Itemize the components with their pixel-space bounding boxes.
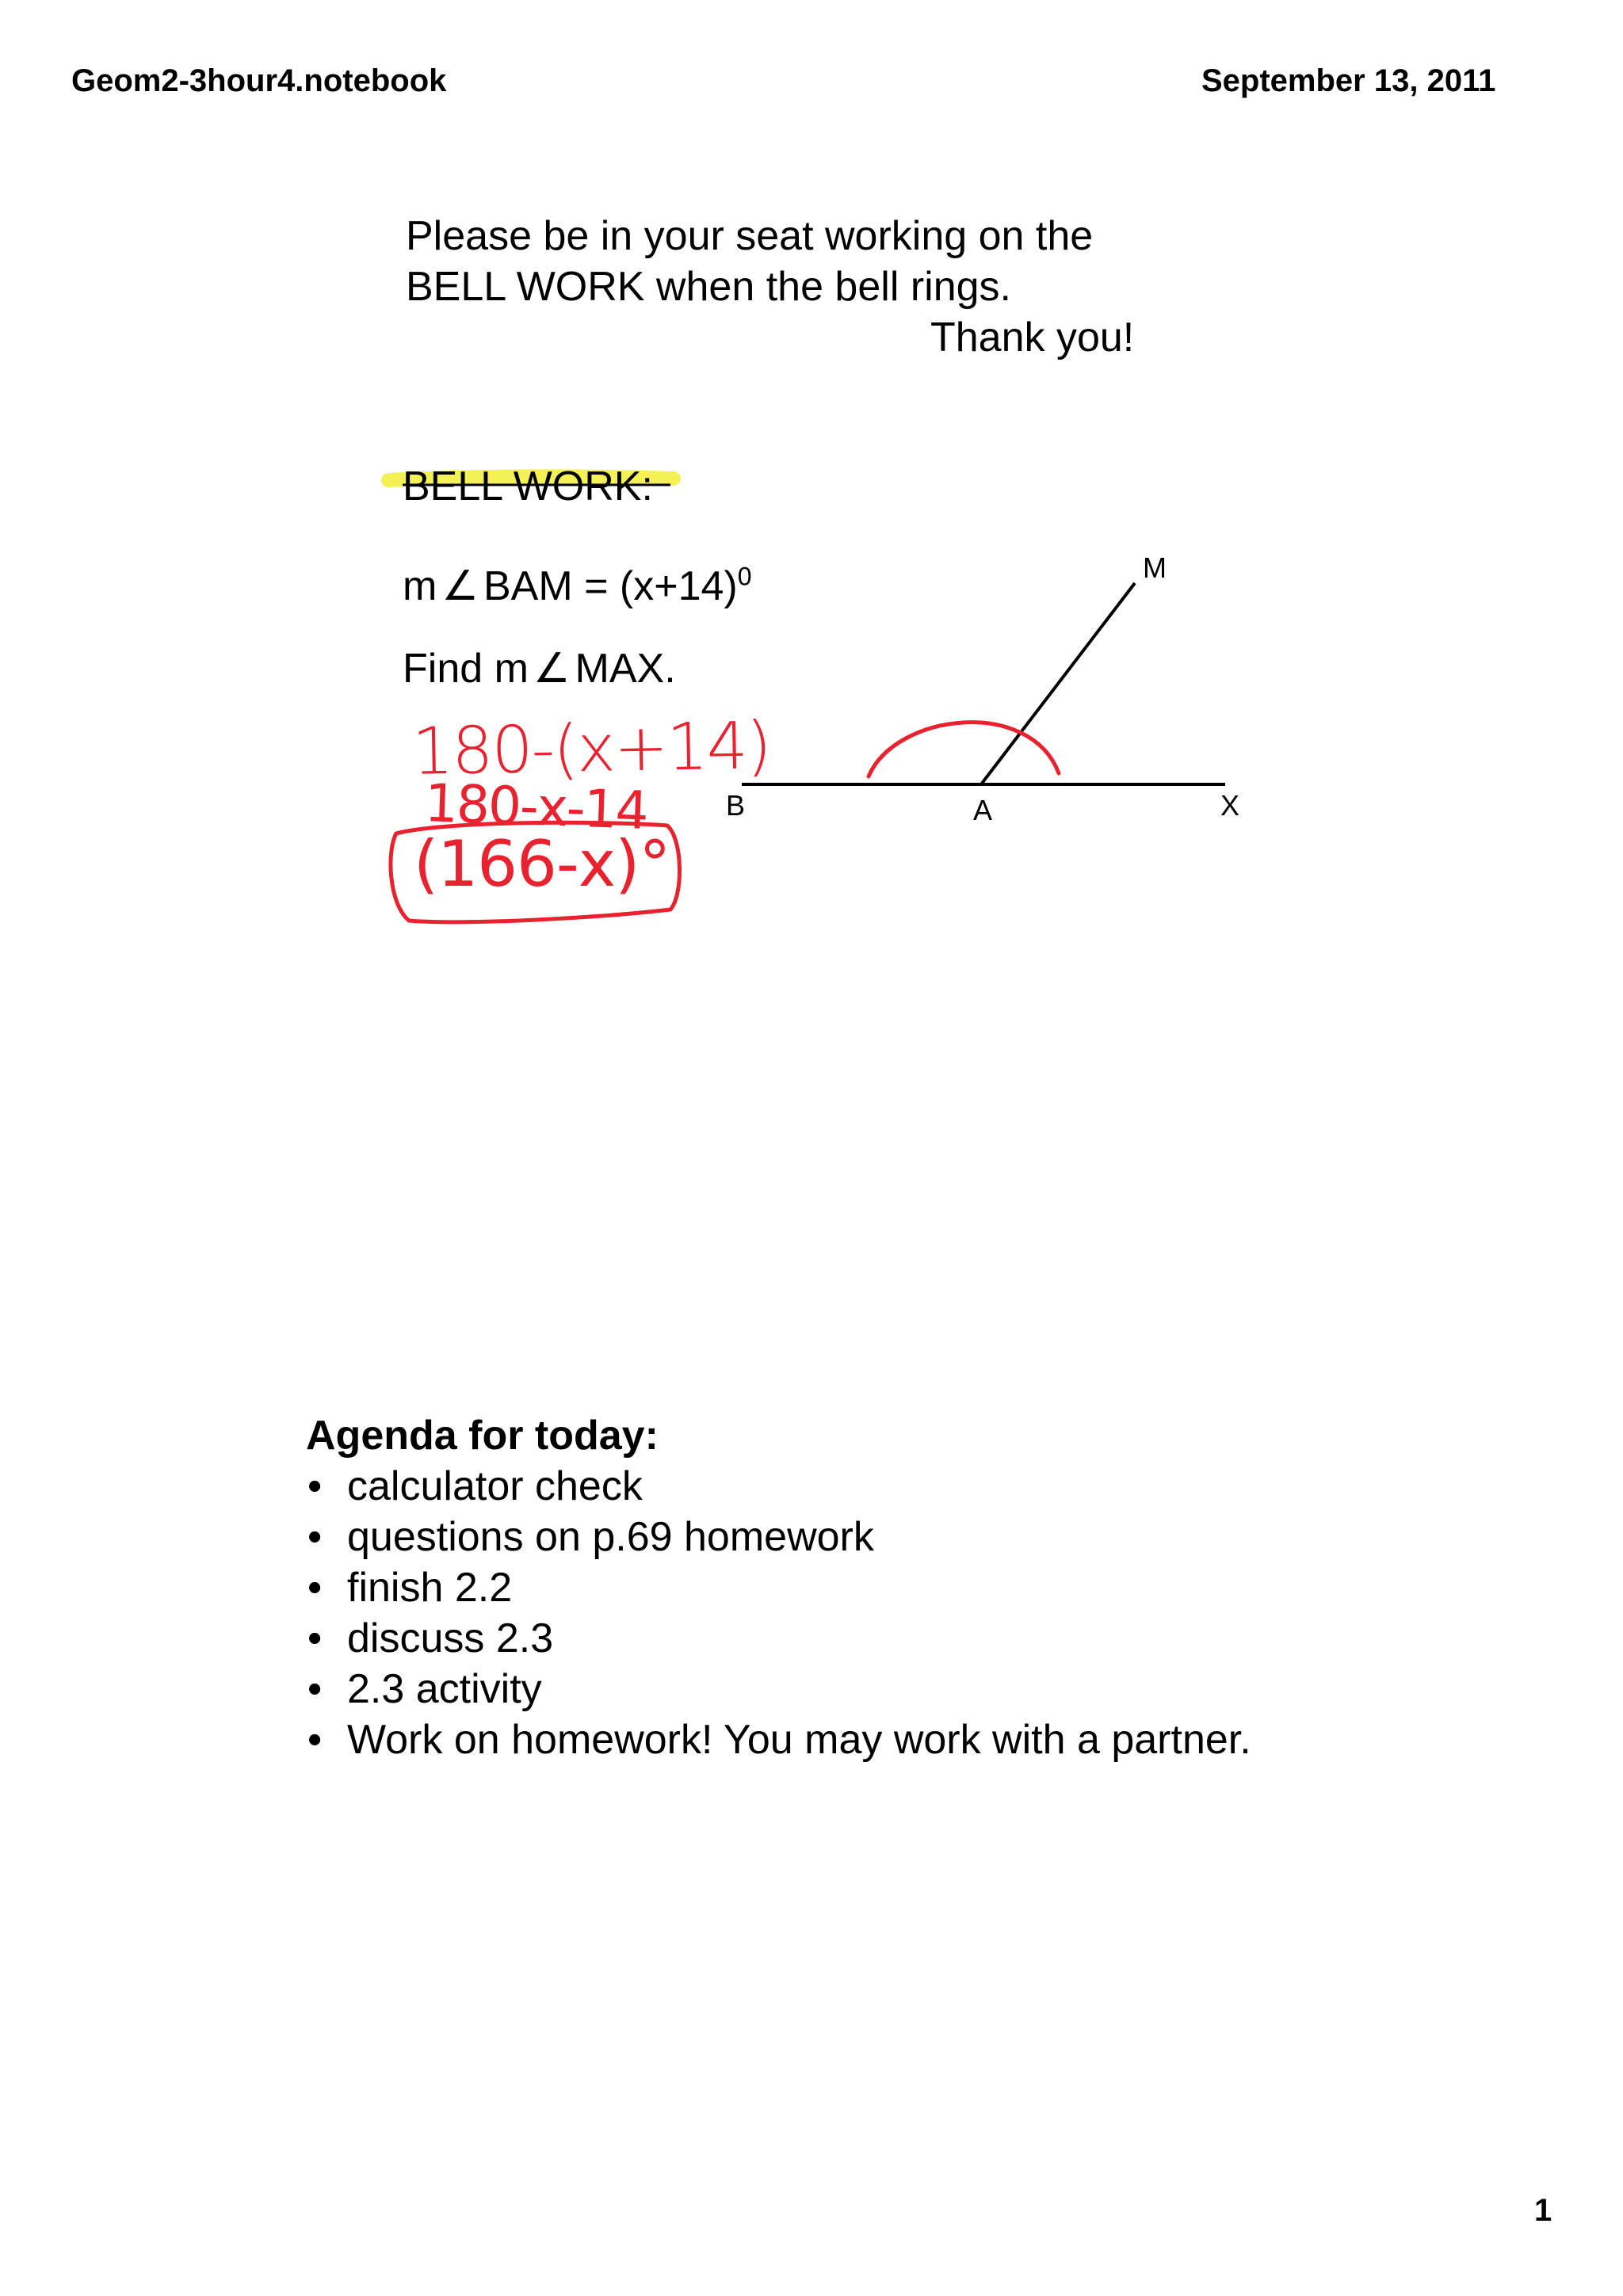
agenda-item: • Work on homework! You may work with a partner. [306, 1714, 1251, 1765]
given-exponent: 0 [737, 562, 752, 591]
notice-line-3: Thank you! [930, 315, 1135, 360]
point-x-label: X [1220, 789, 1240, 822]
agenda-item: • finish 2.2 [306, 1562, 1251, 1613]
agenda-title: Agenda for today: [306, 1413, 659, 1459]
page-date: September 13, 2011 [1201, 63, 1496, 98]
page-number: 1 [1534, 2193, 1552, 2228]
notice-line-1: Please be in your seat working on the [406, 213, 1094, 259]
point-a-label: A [973, 794, 993, 826]
handwritten-step-2: 180-x-14 [423, 772, 648, 841]
angle-symbol-icon: ∠ [441, 563, 479, 609]
agenda-item: • discuss 2.3 [306, 1613, 1251, 1664]
notice-line-2: BELL WORK when the bell rings. [406, 264, 1011, 310]
task-angle-name: MAX. [575, 646, 676, 692]
agenda-item: • calculator check [306, 1461, 1251, 1512]
point-b-label: B [726, 789, 746, 822]
given-expression: BAM = (x+14) [483, 563, 738, 609]
given-m: m [403, 563, 437, 609]
handwritten-step-1: 180-(x+14) [411, 708, 771, 790]
bell-work-title: BELL WORK: [403, 463, 653, 509]
angle-symbol-icon: ∠ [533, 646, 571, 692]
point-m-label: M [1143, 551, 1167, 584]
task-find-m: Find m [403, 646, 529, 692]
agenda-item: • questions on p.69 homework [306, 1512, 1251, 1562]
handwritten-answer: (166-x)° [414, 827, 670, 901]
agenda-item: • 2.3 activity [306, 1664, 1251, 1714]
notebook-file-name: Geom2-3hour4.notebook [71, 63, 447, 98]
